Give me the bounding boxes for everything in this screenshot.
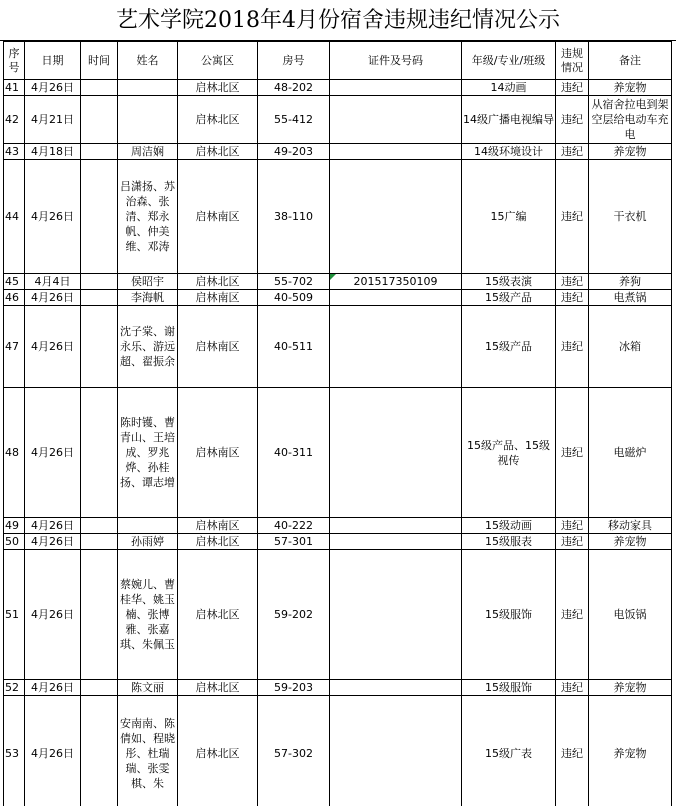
header-cell[interactable]: 违规情况 [556, 42, 589, 80]
cell-date[interactable]: 4月26日 [25, 550, 81, 680]
cell-class[interactable]: 14动画 [462, 80, 556, 96]
cell-index[interactable]: 46 [4, 290, 25, 306]
sheet-title: 艺术学院2018年4月份宿舍违规违纪情况公示 [0, 0, 676, 41]
cell-note[interactable]: 养狗 [589, 274, 672, 290]
cell-room[interactable]: 57-301 [258, 534, 330, 550]
cell-class[interactable]: 15级产品 [462, 290, 556, 306]
cell-id[interactable] [330, 680, 462, 696]
table-row [4, 96, 672, 144]
cell-index[interactable]: 48 [4, 388, 25, 518]
cell-status[interactable]: 违纪 [556, 534, 589, 550]
cell-room[interactable]: 40-311 [258, 388, 330, 518]
cell-name[interactable] [118, 518, 178, 534]
cell-time[interactable] [81, 306, 118, 388]
cell-area[interactable]: 启林北区 [178, 680, 258, 696]
cell-time[interactable] [81, 518, 118, 534]
cell-id[interactable] [330, 696, 462, 806]
cell-status[interactable]: 违纪 [556, 144, 589, 160]
cell-time[interactable] [81, 144, 118, 160]
cell-index[interactable]: 47 [4, 306, 25, 388]
table-row [4, 80, 672, 96]
cell-time[interactable] [81, 96, 118, 144]
cell-index[interactable]: 44 [4, 160, 25, 274]
cell-area[interactable]: 启林北区 [178, 696, 258, 806]
cell-class[interactable]: 14级环境设计 [462, 144, 556, 160]
cell-room[interactable]: 40-511 [258, 306, 330, 388]
cell-time[interactable] [81, 290, 118, 306]
table-row [4, 290, 672, 306]
header-cell[interactable]: 序号 [4, 42, 25, 80]
cell-class[interactable]: 15级产品、15级视传 [462, 388, 556, 518]
cell-date[interactable]: 4月26日 [25, 518, 81, 534]
cell-class[interactable]: 15级广表 [462, 696, 556, 806]
table-row [4, 160, 672, 274]
cell-id[interactable] [330, 160, 462, 274]
header-cell[interactable]: 时间 [81, 42, 118, 80]
cell-index[interactable]: 49 [4, 518, 25, 534]
header-row [4, 42, 672, 80]
header-cell[interactable]: 年级/专业/班级 [462, 42, 556, 80]
cell-name[interactable]: 孙雨婷 [118, 534, 178, 550]
header-cell[interactable]: 证件及号码 [330, 42, 462, 80]
cell-index[interactable]: 51 [4, 550, 25, 680]
cell-index[interactable]: 45 [4, 274, 25, 290]
cell-area[interactable]: 启林南区 [178, 518, 258, 534]
cell-room[interactable]: 38-110 [258, 160, 330, 274]
cell-note[interactable]: 养宠物 [589, 144, 672, 160]
cell-id[interactable] [330, 518, 462, 534]
cell-time[interactable] [81, 160, 118, 274]
table-row [4, 388, 672, 518]
cell-room[interactable]: 59-202 [258, 550, 330, 680]
cell-status[interactable]: 违纪 [556, 80, 589, 96]
cell-area[interactable]: 启林南区 [178, 160, 258, 274]
table-row [4, 534, 672, 550]
cell-name[interactable]: 侯昭宇 [118, 274, 178, 290]
cell-date[interactable]: 4月4日 [25, 274, 81, 290]
cell-name[interactable] [118, 80, 178, 96]
cell-date[interactable]: 4月26日 [25, 696, 81, 806]
cell-index[interactable]: 41 [4, 80, 25, 96]
cell-status[interactable]: 违纪 [556, 388, 589, 518]
table-row [4, 696, 672, 806]
cell-room[interactable]: 49-203 [258, 144, 330, 160]
cell-id[interactable]: 201517350109 [330, 274, 462, 290]
cell-status[interactable]: 违纪 [556, 160, 589, 274]
cell-time[interactable] [81, 80, 118, 96]
cell-index[interactable]: 52 [4, 680, 25, 696]
cell-status[interactable]: 违纪 [556, 518, 589, 534]
cell-id[interactable] [330, 290, 462, 306]
cell-room[interactable]: 59-203 [258, 680, 330, 696]
table-row [4, 274, 672, 290]
cell-name[interactable]: 沈子棠、谢永乐、游远超、翟振余 [118, 306, 178, 388]
cell-class[interactable]: 14级广播电视编导 [462, 96, 556, 144]
cell-date[interactable]: 4月18日 [25, 144, 81, 160]
cell-index[interactable]: 53 [4, 696, 25, 806]
cell-class[interactable]: 15级表演 [462, 274, 556, 290]
cell-note[interactable]: 电煮锅 [589, 290, 672, 306]
cell-note[interactable]: 养宠物 [589, 80, 672, 96]
violation-table [3, 41, 672, 806]
header-cell[interactable]: 姓名 [118, 42, 178, 80]
table-row [4, 306, 672, 388]
cell-room[interactable]: 55-412 [258, 96, 330, 144]
cell-time[interactable] [81, 534, 118, 550]
header-cell[interactable]: 公寓区 [178, 42, 258, 80]
cell-status[interactable]: 违纪 [556, 290, 589, 306]
cell-index[interactable]: 43 [4, 144, 25, 160]
cell-date[interactable]: 4月26日 [25, 534, 81, 550]
cell-time[interactable] [81, 550, 118, 680]
cell-time[interactable] [81, 680, 118, 696]
table-row [4, 680, 672, 696]
cell-date[interactable]: 4月21日 [25, 96, 81, 144]
cell-note[interactable]: 养宠物 [589, 680, 672, 696]
cell-status[interactable]: 违纪 [556, 306, 589, 388]
cell-status[interactable]: 违纪 [556, 680, 589, 696]
cell-comment-indicator[interactable] [330, 274, 336, 280]
cell-id[interactable] [330, 550, 462, 680]
cell-class[interactable]: 15级服饰 [462, 550, 556, 680]
table-body [4, 80, 672, 806]
cell-name[interactable] [118, 96, 178, 144]
cell-date[interactable]: 4月26日 [25, 80, 81, 96]
cell-area[interactable]: 启林北区 [178, 144, 258, 160]
cell-name[interactable]: 安南南、陈倩如、程晓彤、杜瑞瑞、张雯棋、朱 [118, 696, 178, 806]
cell-area[interactable]: 启林南区 [178, 306, 258, 388]
cell-name[interactable]: 陈文丽 [118, 680, 178, 696]
cell-room[interactable]: 55-702 [258, 274, 330, 290]
cell-area[interactable]: 启林北区 [178, 274, 258, 290]
table-row [4, 518, 672, 534]
cell-date[interactable]: 4月26日 [25, 388, 81, 518]
cell-note[interactable]: 电磁炉 [589, 388, 672, 518]
cell-id[interactable] [330, 534, 462, 550]
cell-room[interactable]: 40-509 [258, 290, 330, 306]
cell-room[interactable]: 57-302 [258, 696, 330, 806]
cell-class[interactable]: 15级动画 [462, 518, 556, 534]
cell-note[interactable]: 冰箱 [589, 306, 672, 388]
cell-note[interactable]: 移动家具 [589, 518, 672, 534]
cell-status[interactable]: 违纪 [556, 696, 589, 806]
cell-date[interactable]: 4月26日 [25, 160, 81, 274]
cell-class[interactable]: 15广编 [462, 160, 556, 274]
header-cell[interactable]: 房号 [258, 42, 330, 80]
cell-area[interactable]: 启林北区 [178, 534, 258, 550]
cell-status[interactable]: 违纪 [556, 550, 589, 680]
cell-time[interactable] [81, 388, 118, 518]
cell-note[interactable]: 干衣机 [589, 160, 672, 274]
header-cell[interactable]: 备注 [589, 42, 672, 80]
cell-index[interactable]: 42 [4, 96, 25, 144]
cell-date[interactable]: 4月26日 [25, 290, 81, 306]
cell-note[interactable]: 养宠物 [589, 696, 672, 806]
cell-area[interactable]: 启林北区 [178, 80, 258, 96]
cell-room[interactable]: 40-222 [258, 518, 330, 534]
cell-note[interactable]: 电饭锅 [589, 550, 672, 680]
header-cell[interactable]: 日期 [25, 42, 81, 80]
cell-room[interactable]: 48-202 [258, 80, 330, 96]
cell-note[interactable]: 养宠物 [589, 534, 672, 550]
cell-id[interactable] [330, 96, 462, 144]
cell-name[interactable]: 吕潇扬、苏治森、张清、郑永帆、仲美维、邓涛 [118, 160, 178, 274]
cell-name[interactable]: 陈时镬、曹青山、王培成、罗兆烨、孙桂扬、谭志增 [118, 388, 178, 518]
table-row [4, 550, 672, 680]
cell-id[interactable] [330, 80, 462, 96]
cell-area[interactable]: 启林南区 [178, 388, 258, 518]
cell-time[interactable] [81, 274, 118, 290]
cell-time[interactable] [81, 696, 118, 806]
cell-name[interactable]: 周洁娴 [118, 144, 178, 160]
cell-name[interactable]: 蔡婉儿、曹桂华、姚玉楠、张博雅、张嘉琪、朱佩玉 [118, 550, 178, 680]
cell-status[interactable]: 违纪 [556, 96, 589, 144]
cell-id[interactable] [330, 144, 462, 160]
table-row [4, 144, 672, 160]
cell-name[interactable]: 李海帆 [118, 290, 178, 306]
cell-area[interactable]: 启林北区 [178, 550, 258, 680]
cell-area[interactable]: 启林北区 [178, 96, 258, 144]
cell-area[interactable]: 启林南区 [178, 290, 258, 306]
cell-id[interactable] [330, 388, 462, 518]
cell-class[interactable]: 15级产品 [462, 306, 556, 388]
cell-date[interactable]: 4月26日 [25, 306, 81, 388]
cell-index[interactable]: 50 [4, 534, 25, 550]
cell-class[interactable]: 15级服表 [462, 534, 556, 550]
cell-date[interactable]: 4月26日 [25, 680, 81, 696]
cell-class[interactable]: 15级服饰 [462, 680, 556, 696]
cell-status[interactable]: 违纪 [556, 274, 589, 290]
cell-note[interactable]: 从宿舍拉电到架空层给电动车充电 [589, 96, 672, 144]
cell-id[interactable] [330, 306, 462, 388]
